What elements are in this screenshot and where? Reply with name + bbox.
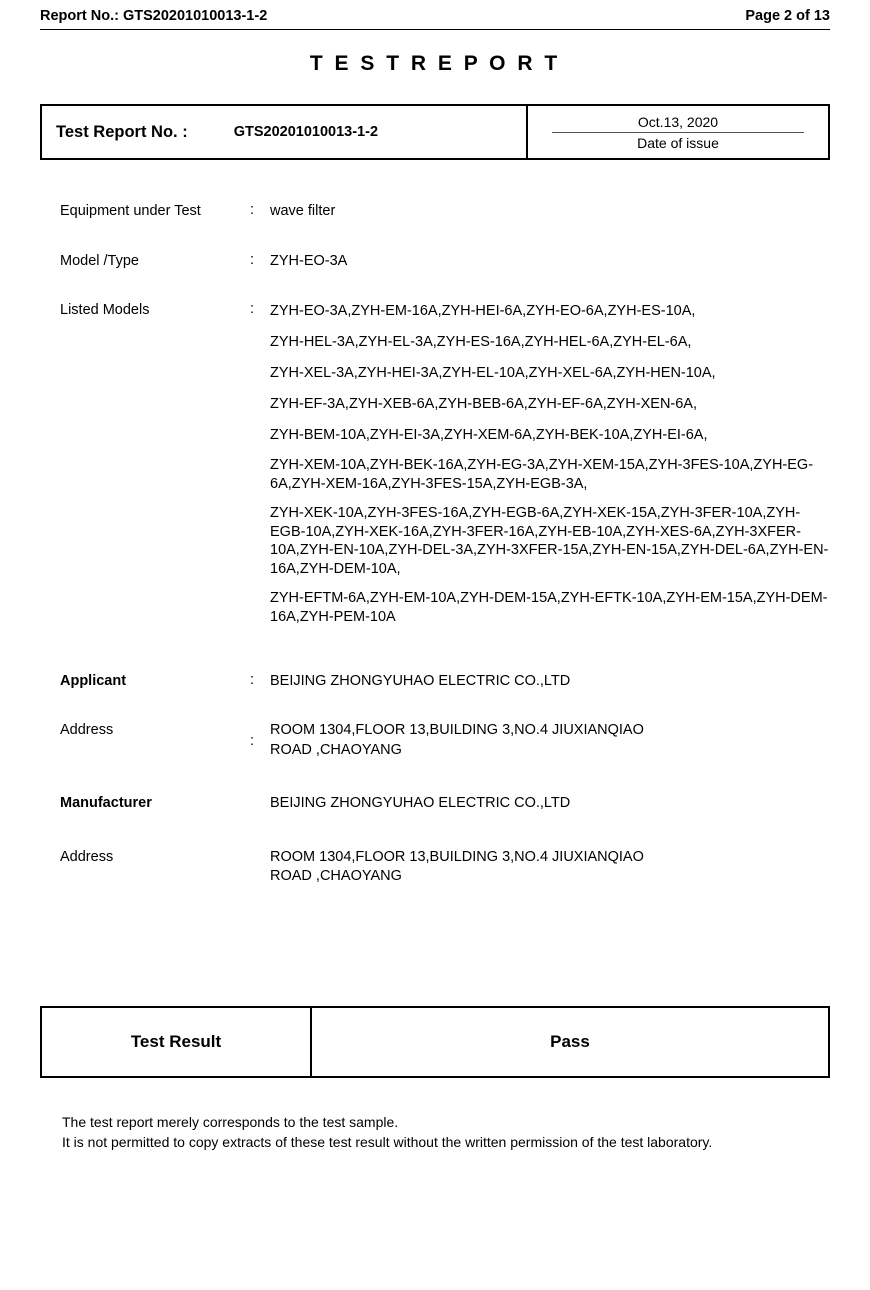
address-line-1: ROOM 1304,FLOOR 13,BUILDING 3,NO.4 JIUXIANQIAO (270, 722, 644, 739)
disclaimer-line-2: It is not permitted to copy extracts of these test result without the written permission of the test laboratory. (62, 1134, 713, 1151)
listed-models-line: ZYH-HEL-3A,ZYH-EL-3A,ZYH-ES-16A,ZYH-HEL-6A,ZYH-EL-6A, (270, 334, 692, 351)
report-number-label: Test Report No. : (56, 122, 188, 141)
listed-models-value (270, 301, 830, 637)
field-label: Address (60, 848, 114, 865)
field-colon: : (250, 251, 255, 268)
field-label: Address (60, 722, 114, 739)
field-value (270, 721, 830, 760)
report-number-value: GTS20201010013-1-2 (233, 124, 379, 140)
header-page-number: Page 2 of 13 (745, 8, 830, 24)
field-manufacturer-address (60, 848, 830, 887)
address-line-1: ROOM 1304,FLOOR 13,BUILDING 3,NO.4 JIUXIANQIAO (270, 848, 644, 865)
field-list (40, 202, 830, 887)
field-value: ZYH-EO-3A (270, 252, 348, 269)
header-report-number: Report No.: GTS20201010013-1-2 (40, 8, 268, 24)
field-value: BEIJING ZHONGYUHAO ELECTRIC CO.,LTD (270, 795, 571, 812)
field-listed-models (60, 301, 830, 637)
date-cell (528, 106, 828, 158)
field-applicant-address (60, 721, 830, 760)
listed-models-line: ZYH-BEM-10A,ZYH-EI-3A,ZYH-XEM-6A,ZYH-BEK-10A,ZYH-EI-6A, (270, 427, 708, 444)
page-header (40, 0, 830, 24)
report-number-cell (42, 106, 528, 158)
field-colon: : (250, 732, 255, 749)
listed-models-line: ZYH-EO-3A,ZYH-EM-16A,ZYH-HEI-6A,ZYH-EO-6A,ZYH-ES-10A, (270, 303, 696, 320)
listed-models-line: ZYH-XEK-10A,ZYH-3FES-16A,ZYH-EGB-6A,ZYH-XEK-15A,ZYH-3FER-10A,ZYH-EGB-10A,ZYH-XEK-16A,ZYH-3FER-16A,ZYH-EB-10A,ZYH-XES-6A,ZYH-3XFER-10A,ZYH-EN-10A,ZYH-DEL-3A,ZYH-3XFER-15A,ZYH-EN-15A,ZYH-DEL-6A,ZYH-EN-16A,ZYH-DEM-10A, (270, 505, 829, 577)
listed-models-line: ZYH-EFTM-6A,ZYH-EM-10A,ZYH-DEM-15A,ZYH-EFTK-10A,ZYH-EM-15A,ZYH-DEM-16A,ZYH-PEM-10A (270, 590, 828, 625)
field-manufacturer (60, 794, 830, 814)
header-divider (40, 29, 830, 30)
test-result-value: Pass (550, 1032, 590, 1051)
field-equipment-under-test (60, 202, 830, 222)
field-label: Equipment under Test (60, 203, 201, 219)
field-value: wave filter (270, 203, 336, 219)
field-value: BEIJING ZHONGYUHAO ELECTRIC CO.,LTD (270, 672, 571, 689)
listed-models-line: ZYH-EF-3A,ZYH-XEB-6A,ZYH-BEB-6A,ZYH-EF-6A,ZYH-XEN-6A, (270, 396, 698, 413)
field-value (270, 848, 830, 887)
field-colon: : (250, 301, 255, 318)
issue-date-value: Oct.13, 2020 (637, 113, 719, 130)
address-line-2: ROAD ,CHAOYANG (270, 868, 402, 885)
field-model-type (60, 252, 830, 272)
issue-date-label: Date of issue (637, 134, 719, 151)
page-title: T E S T R E P O R T (309, 52, 561, 75)
field-colon: : (250, 671, 255, 688)
field-label: Model /Type (60, 252, 139, 269)
listed-models-line: ZYH-XEM-10A,ZYH-BEK-16A,ZYH-EG-3A,ZYH-XEM-15A,ZYH-3FES-10A,ZYH-EG-6A,ZYH-XEM-16A,ZYH-3FES-15A,ZYH-EGB-3A, (270, 457, 814, 492)
address-line-2: ROAD ,CHAOYANG (270, 741, 402, 758)
listed-models-line: ZYH-XEL-3A,ZYH-HEI-3A,ZYH-EL-10A,ZYH-XEL-6A,ZYH-HEN-10A, (270, 365, 716, 382)
report-number-box (40, 104, 830, 160)
field-label: Manufacturer (60, 795, 152, 812)
disclaimer-notes (62, 1112, 830, 1153)
test-result-box (40, 1006, 830, 1078)
field-applicant (60, 672, 830, 692)
field-label: Applicant (60, 672, 127, 689)
disclaimer-line-1: The test report merely corresponds to the test sample. (62, 1114, 399, 1130)
field-colon: : (250, 202, 255, 218)
field-label: Listed Models (60, 302, 150, 319)
test-result-label: Test Result (42, 1008, 312, 1076)
